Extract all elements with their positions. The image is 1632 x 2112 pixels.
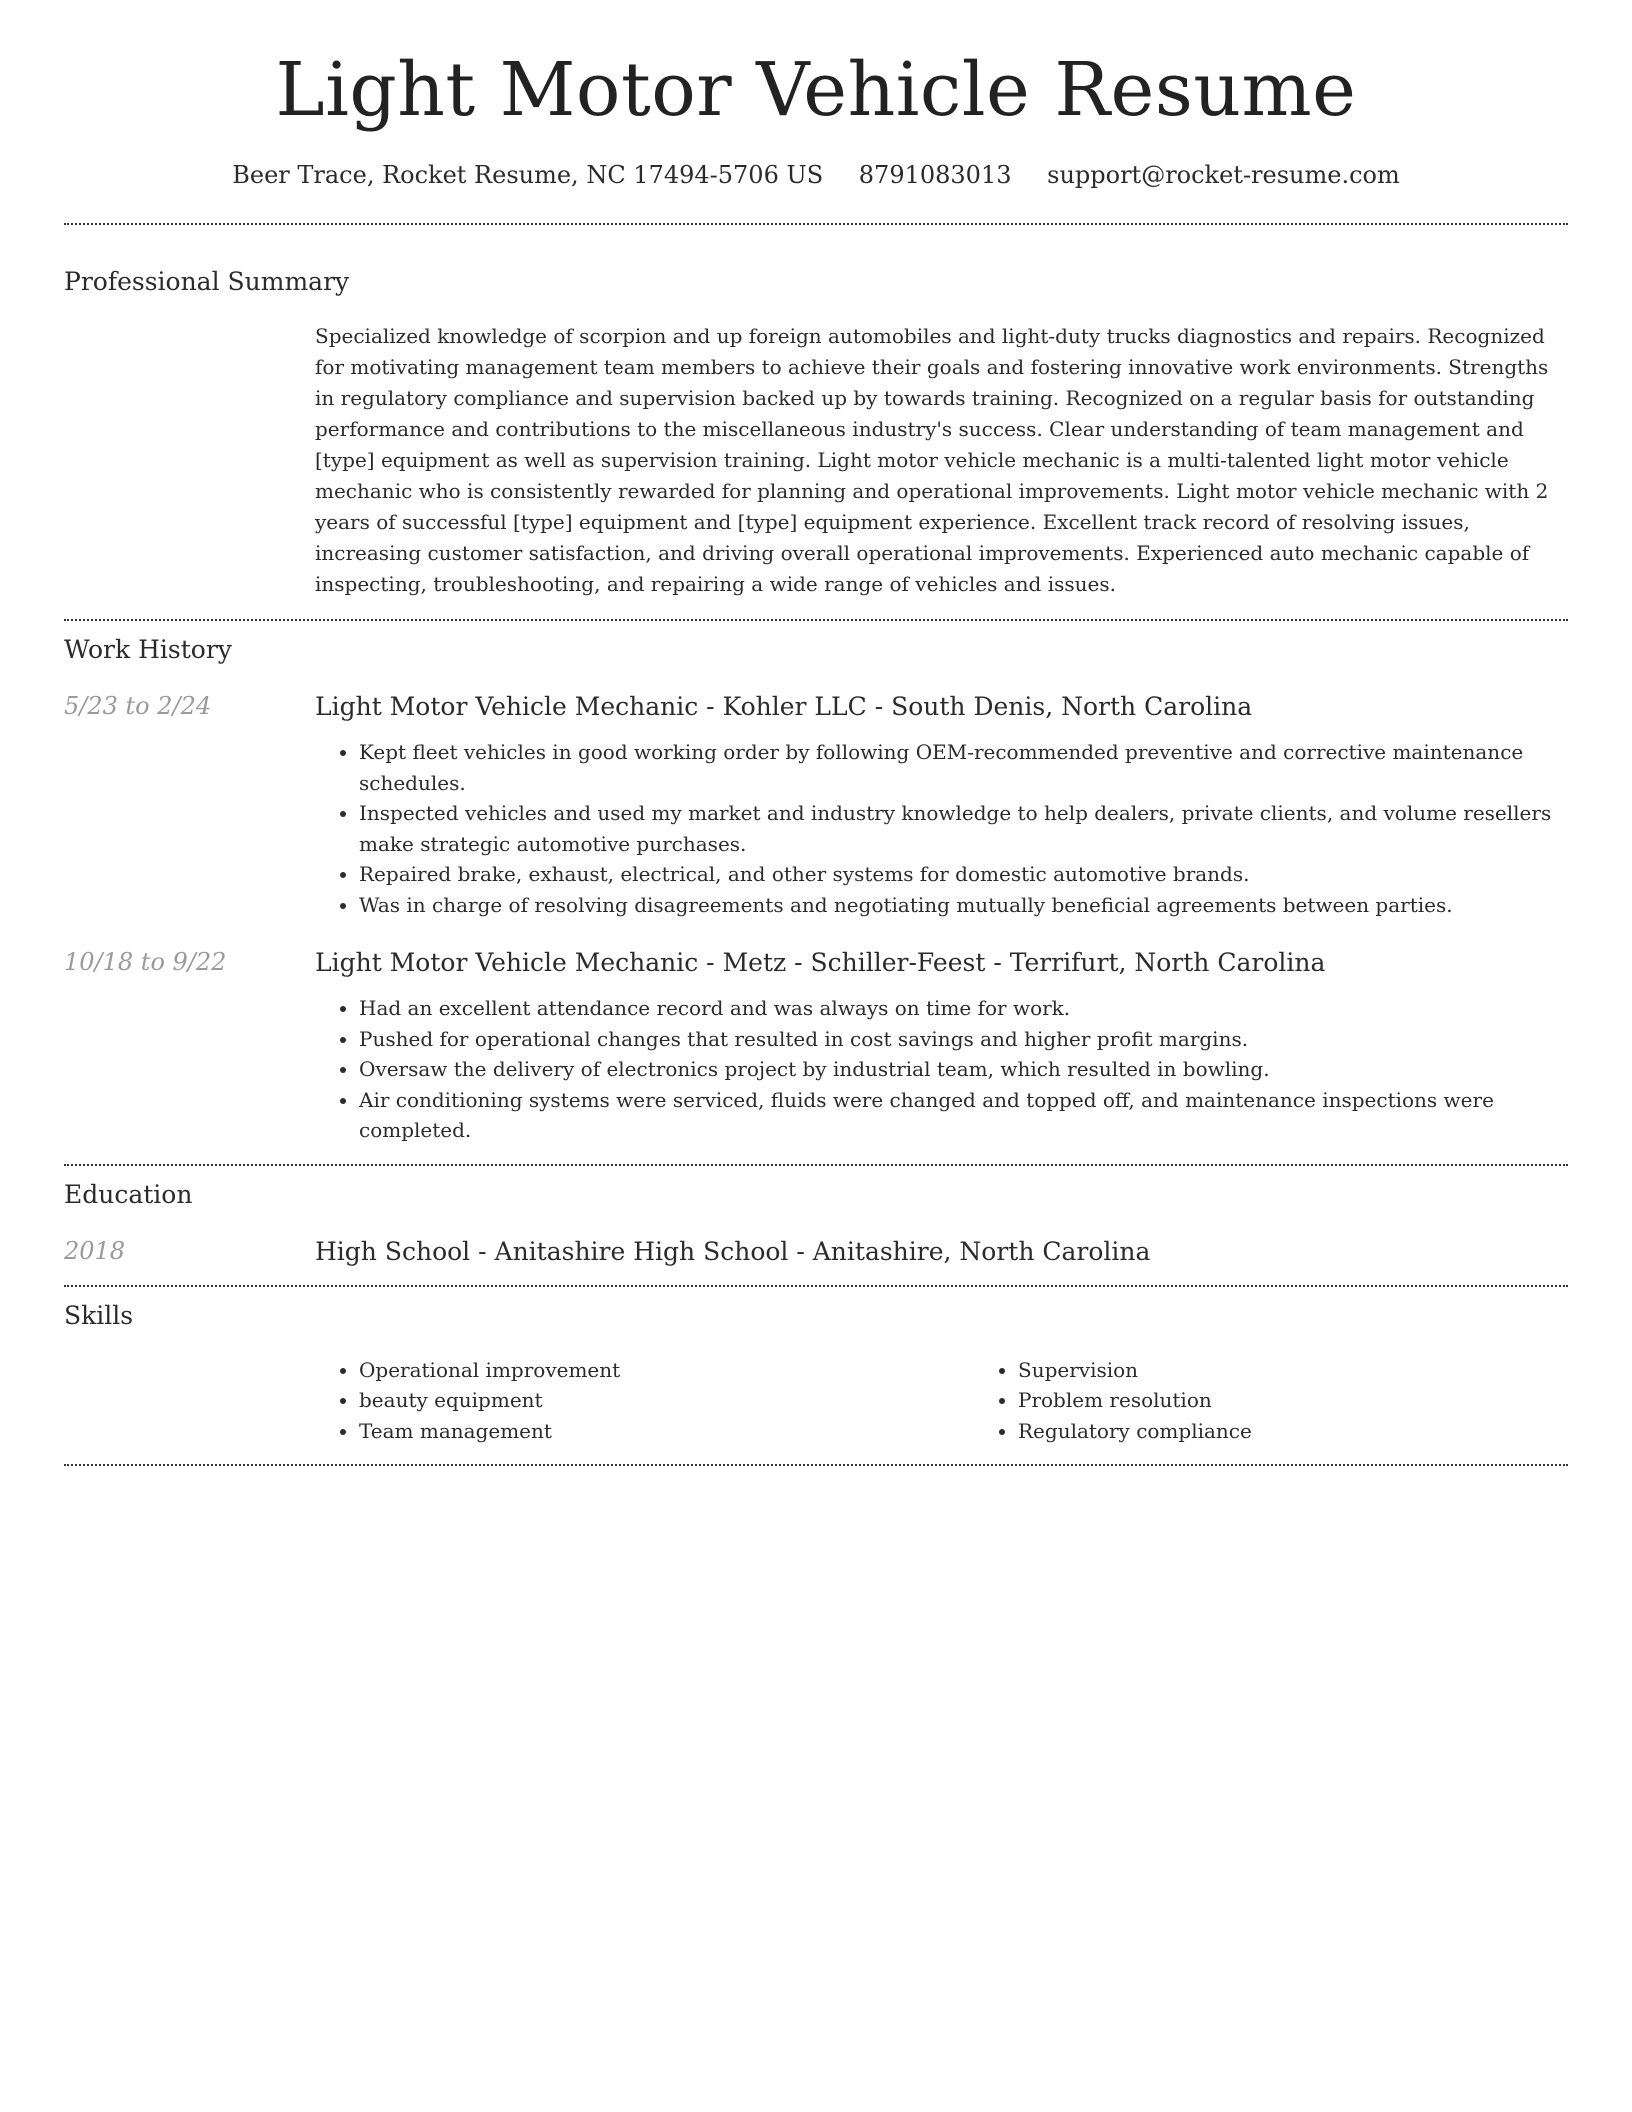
section-divider <box>64 619 1568 621</box>
skill-item: • Team management <box>359 1416 974 1447</box>
skills-list-left <box>315 1355 974 1447</box>
education-entry <box>64 1237 1568 1267</box>
education-heading: Education <box>64 1179 193 1209</box>
skill-item: • Problem resolution <box>1018 1385 1632 1416</box>
section-divider <box>64 1164 1568 1166</box>
section-divider <box>64 1285 1568 1287</box>
skill-item: • Operational improvement <box>359 1355 974 1386</box>
section-divider <box>64 223 1568 225</box>
skill-item: • Supervision <box>1018 1355 1632 1386</box>
contact-address: Beer Trace, Rocket Resume, NC 17494-5706 US <box>232 161 824 190</box>
skill-item: • Regulatory compliance <box>1018 1416 1632 1447</box>
contact-phone: 8791083013 <box>858 161 1012 190</box>
skills-list-right <box>974 1355 1632 1447</box>
job-bullet: • Repaired brake, exhaust, electrical, and other systems for domestic automotive brands. <box>359 859 1568 890</box>
job-dates: 5/23 to 2/24 <box>64 692 212 721</box>
job-bullet: • Oversaw the delivery of electronics project by industrial team, which resulted in bowling. <box>359 1054 1568 1085</box>
job-bullet: • Was in charge of resolving disagreements and negotiating mutually beneficial agreements between parties. <box>359 890 1568 921</box>
section-divider <box>64 1464 1568 1466</box>
job-bullet: • Inspected vehicles and used my market and industry knowledge to help dealers, private clients, and volume resellers make strategic automotive purchases. <box>359 798 1568 859</box>
job-dates: 10/18 to 9/22 <box>64 948 227 977</box>
education-year: 2018 <box>64 1236 126 1265</box>
education-title: High School - Anitashire High School - Anitashire, North Carolina <box>315 1236 1151 1266</box>
summary-text: Specialized knowledge of scorpion and up foreign automobiles and light-duty trucks diagnostics and repairs. Recognized for motivating management team members to achieve their goals and fostering innovative work environments. Strengths in regulatory compliance and supervision backed up by towards training. Recognized on a regular basis for outstanding performance and contributions to the miscellaneous industry's success. Clear understanding of team management and [type] equipment as well as supervision training. Light motor vehicle mechanic is a multi-talented light motor vehicle mechanic who is consistently rewarded for planning and operational improvements. Light motor vehicle mechanic with 2 years of successful [type] equipment and [type] equipment experience. Excellent track record of resolving issues, increasing customer satisfaction, and driving overall operational improvements. Experienced auto mechanic capable of inspecting, troubleshooting, and repairing a wide range of vehicles and issues. <box>315 324 1549 597</box>
job-title: Light Motor Vehicle Mechanic - Kohler LLC - South Denis, North Carolina <box>315 692 1253 722</box>
education-section <box>64 1180 1568 1267</box>
job-entry <box>64 948 1568 1146</box>
job-entry <box>64 692 1568 920</box>
job-bullets <box>315 737 1568 920</box>
job-bullet: • Air conditioning systems were serviced, fluids were changed and topped off, and maintenance inspections were completed. <box>359 1085 1568 1146</box>
resume-title: Light Motor Vehicle Resume <box>275 47 1357 133</box>
job-bullets <box>315 993 1568 1146</box>
contact-email: support@rocket-resume.com <box>1047 161 1400 190</box>
job-title: Light Motor Vehicle Mechanic - Metz - Schiller-Feest - Terrifurt, North Carolina <box>315 948 1326 978</box>
job-bullet: • Had an excellent attendance record and was always on time for work. <box>359 993 1568 1024</box>
skills-section <box>64 1301 1568 1447</box>
skills-heading: Skills <box>64 1300 134 1330</box>
work-history-heading: Work History <box>64 635 232 665</box>
job-bullet: • Pushed for operational changes that resulted in cost savings and higher profit margins. <box>359 1024 1568 1055</box>
summary-heading: Professional Summary <box>64 267 350 297</box>
summary-section <box>64 267 1568 600</box>
contact-line <box>64 161 1568 189</box>
job-bullet: • Kept fleet vehicles in good working order by following OEM-recommended preventive and corrective maintenance schedules. <box>359 737 1568 798</box>
skill-item: • beauty equipment <box>359 1385 974 1416</box>
work-history-section <box>64 635 1568 1146</box>
